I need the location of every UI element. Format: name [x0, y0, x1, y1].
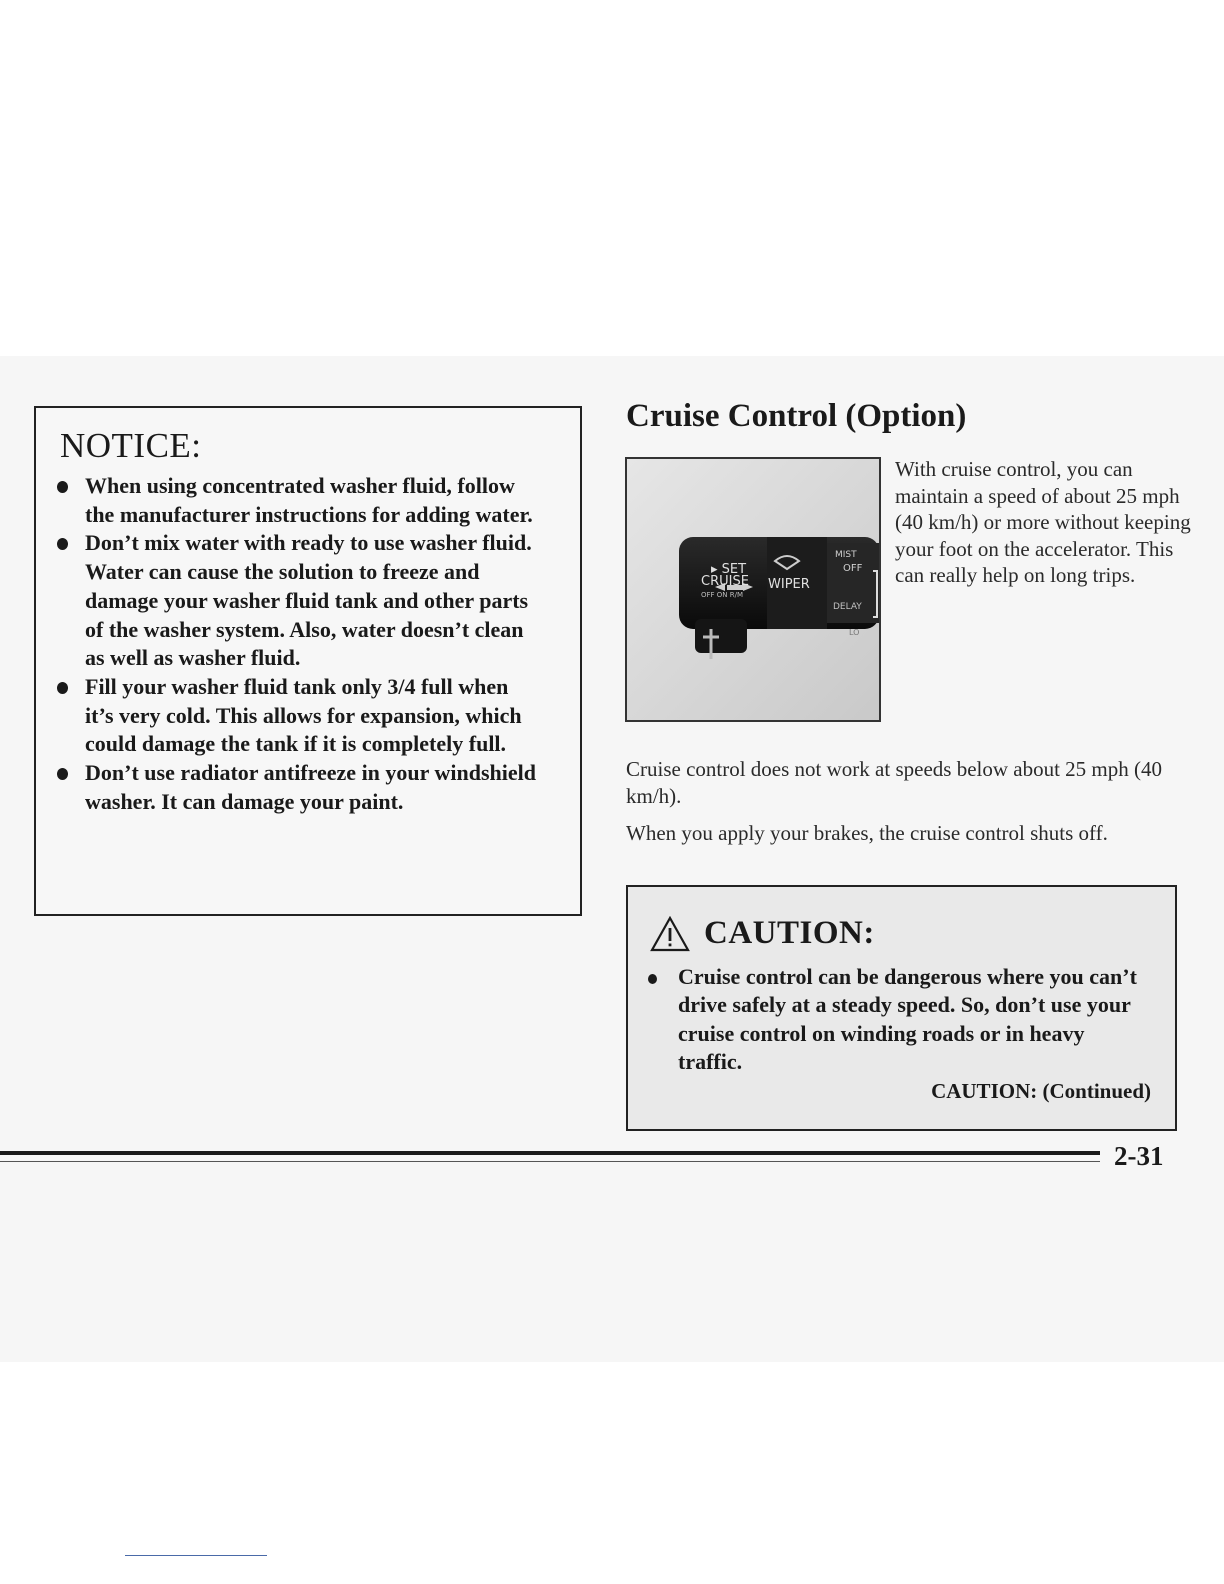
- section-title: Cruise Control (Option): [626, 398, 967, 434]
- bullet-icon: [57, 682, 68, 694]
- stalk-off-label: OFF: [843, 563, 863, 574]
- stalk-mist-label: MIST: [835, 550, 857, 560]
- notice-item-text: Fill your washer fluid tank only 3/4 full when it’s very cold. This allows for expansion, which could damage the tank if it is completely full.: [85, 673, 522, 757]
- notice-item: [36, 759, 580, 816]
- notice-title: NOTICE:: [60, 426, 202, 465]
- caution-title: CAUTION:: [704, 915, 875, 951]
- bottom-underline: [125, 1555, 267, 1556]
- bullet-icon: [57, 481, 68, 493]
- notice-item-text: Don’t use radiator antifreeze in your windshield washer. It can damage your paint.: [85, 760, 537, 814]
- caution-header: [650, 915, 875, 952]
- stalk-wiper-label: WIPER: [768, 577, 810, 592]
- footer-rule: [0, 1151, 1100, 1155]
- notice-item: [36, 472, 580, 529]
- notice-item: [36, 673, 580, 759]
- stalk-delay-label: DELAY: [833, 602, 862, 612]
- notice-box: [34, 406, 582, 916]
- stalk-cruise-label: CRUISE: [701, 574, 749, 589]
- cruise-control-stalk-photo: [625, 457, 881, 722]
- footer-rule-thin: [0, 1161, 1100, 1162]
- notice-list: [36, 472, 580, 816]
- cruise-intro-text: With cruise control, you can maintain a speed of about 25 mph (40 km/h) or more without keeping your foot on the accelerator. This can really help on long trips.: [895, 457, 1191, 588]
- caution-continued: CAUTION: (Continued): [931, 1079, 1151, 1103]
- page-number: 2-31: [1114, 1141, 1164, 1171]
- caution-box: [626, 885, 1177, 1131]
- bullet-icon: [57, 768, 68, 780]
- stalk-lo-label: LO: [849, 628, 860, 637]
- bullet-icon: [57, 538, 68, 550]
- notice-item-text: When using concentrated washer fluid, follow the manufacturer instructions for adding water.: [85, 473, 533, 527]
- stalk-illustration: [627, 459, 879, 720]
- caution-item-text: Cruise control can be dangerous where you can’t drive safely at a steady speed. So, don’t use your cruise control on winding roads or in heavy traffic.: [678, 964, 1137, 1075]
- cruise-brakes-text: When you apply your brakes, the cruise control shuts off.: [626, 821, 1108, 845]
- warning-triangle-icon: [650, 916, 690, 952]
- stalk-set-label: ▸ SET: [711, 562, 747, 577]
- stalk-off-on-label: OFF ON R/M: [701, 591, 744, 599]
- notice-item-text: Don’t mix water with ready to use washer fluid. Water can cause the solution to freeze and damage your washer fluid tank and other parts of the washer system. Also, water doesn’t clean as well as washer fluid.: [85, 530, 532, 671]
- notice-item: [36, 529, 580, 673]
- cruise-speed-text: Cruise control does not work at speeds below about 25 mph (40 km/h).: [626, 757, 1162, 808]
- bullet-icon: [648, 974, 657, 984]
